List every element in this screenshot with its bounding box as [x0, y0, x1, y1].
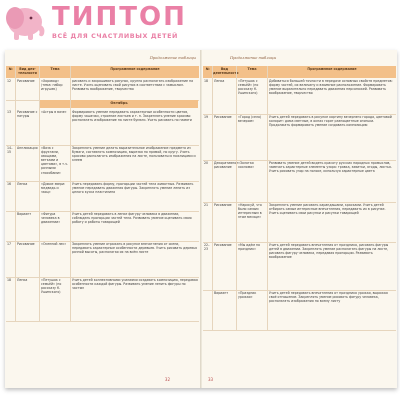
lesson-topic: «Золотая хохлома» [238, 161, 255, 170]
table-row [6, 277, 199, 322]
running-head: Продолжение таблицы [149, 56, 196, 60]
program-content: Закреплять умение делать выразительное изображение предмета из бумаги, составлять композицию, вырезая по прямой, по кругу. Учить красиво располагать изображения на листе, пользоваться ножницами и клеем [72, 146, 196, 163]
activity-type: Вариант [214, 291, 229, 295]
activity-type: Рисование с натуры [17, 110, 38, 119]
column-header: Вид дея-тельности [18, 67, 37, 75]
table-row [203, 290, 396, 331]
right-page [202, 50, 397, 388]
table-row [6, 109, 199, 146]
activity-type: Рисование [17, 242, 35, 246]
brand-logo [2, 2, 202, 44]
column-header: Программное содержание [307, 67, 357, 71]
running-head: Продолжение таблицы [230, 56, 277, 60]
activity-type: Рисование [214, 243, 232, 247]
row-number: 12 [7, 79, 12, 83]
table-row [6, 181, 199, 212]
program-content: Закреплять умение отражать в рисунке впечатления от осени, передавать характерные особенности деревьев. Учить рисовать деревья разной высоты, располагая их на всём листе [72, 242, 197, 255]
row-number: 16 [7, 182, 12, 186]
lesson-topic: «Осенний лес» [41, 242, 67, 246]
column-header: Программное содержание [110, 67, 160, 71]
page-number: 33 [208, 377, 214, 382]
activity-type: Лепка [214, 79, 225, 83]
activity-type: Рисование [214, 203, 232, 207]
program-content: Учить передавать форму, пропорции частей тела животных. Развивать умение передавать движения фигуры. Закреплять умение лепить из целого куска пластилина [72, 182, 194, 195]
program-content: Закреплять умение рисовать карандашами, красками. Учить детей отбирать самые интересные впечатления, передавать их в рисунке. Учить оценивать свои рисунки и рисунки товарищей [269, 203, 386, 216]
left-page [5, 50, 200, 388]
activity-type: Рисование [214, 115, 232, 119]
program-content: Добиваться большей точности в передаче основных свойств предметов: форму частей, их величину и взаимное расположение. Формировать умение выразительно передавать движения персонажей. Развивать воображение, творчество [269, 79, 393, 96]
lesson-topic: «Петушок с семьёй» (по рассказу К. Ушинского) [238, 79, 259, 96]
column-header: Тема [247, 67, 257, 71]
lesson-topic: «Праздник урожая» [238, 291, 257, 300]
lesson-topic: «Город (село) вечером» [238, 115, 262, 124]
column-header: № [205, 67, 210, 71]
activity-type: Рисование [17, 79, 35, 83]
lesson-topic: «Дикие звери: медведь и заяц» [41, 182, 66, 195]
elephant-icon [2, 2, 48, 42]
table-row [203, 114, 396, 161]
lesson-topic: «Мы идём на праздник» [238, 243, 260, 252]
table-row [6, 241, 199, 278]
activity-type: Декоративное рисование [214, 161, 239, 170]
lesson-topic: «Астры в вазе» [41, 110, 67, 114]
brand-tagline: ВСЁ ДЛЯ СЧАСТЛИВЫХ ДЕТЕЙ [52, 32, 178, 40]
row-number: 19 [204, 115, 209, 119]
program-content: Формировать умение передавать характерные особенности цветов, форму чашечки, строение листьев и т. п. Закреплять умение красиво располагать изображение на листе бумаги. Учить рисовать по памяти [72, 110, 192, 123]
brand-name: ТИПТОП [52, 2, 187, 32]
program-content: рисовать и закрашивать рисунок, крупно располагать изображение на листе. Учить оценивать свой рисунок в соответствии с замыслом. Развивать воображение, творчество [72, 79, 194, 92]
row-number: 13 [7, 110, 12, 114]
table-row [6, 145, 199, 182]
table-row [203, 160, 396, 203]
program-content: Учить детей передавать впечатления от праздника урожая, выражая своё отношение. Закреплять умение рисовать фигуру человека, располагать изображения по всему листу [269, 291, 388, 304]
program-content: Развивать умение детей видеть красоту русских народных промыслов, замечать характерные элементы узора: травка, завитки, ягоды, листья. Учить рисовать узор на полосе, используя характерные цвета [269, 161, 392, 174]
program-content: Учить детей передавать впечатления от праздника, рисовать фигуры детей в движении. Закреплять умение располагать фигуры на листе, рисовать фигуру человека, передавая пропорции. Развивать воображение [269, 243, 389, 260]
table-row [203, 202, 396, 243]
row-number: 20 [204, 161, 209, 165]
row-number [204, 291, 211, 329]
table-row [203, 78, 396, 115]
row-number: 22–23 [204, 243, 210, 252]
row-number: 21 [204, 203, 209, 207]
program-content: Учить детей передавать в лепке фигуру человека в движении, соблюдать пропорции частей тела. Развивать умение оценивать свою работу и работы товарищей [72, 212, 192, 225]
column-header: Тема [50, 67, 60, 71]
program-content: Учить детей коллективными усилиями создавать композицию, передавая особенности каждой фигуры. Развивать умение лепить фигуры по частям [72, 278, 198, 291]
row-number: 18 [7, 278, 12, 282]
page-number: 32 [164, 377, 170, 382]
table-header [6, 66, 199, 78]
lesson-topic: «Фигура человека в движении» [41, 212, 61, 225]
activity-type: Вариант [17, 212, 32, 216]
lesson-topic: «Ваза с фруктами, овощами, ветками и цветами», в т.ч. разными способами» [41, 146, 68, 175]
row-number: 14–15 [7, 146, 13, 155]
lesson-topic: «Хоровод» (тема: набор игрушек) [41, 79, 63, 92]
table-row [6, 78, 199, 101]
book-spread [5, 50, 397, 388]
activity-type: Аппликация [17, 146, 38, 150]
table-row [203, 242, 396, 291]
column-header: Вид деятельности [213, 67, 239, 75]
table-row [6, 211, 199, 242]
month-row: Октябрь [40, 100, 198, 108]
row-number: 17 [7, 242, 12, 246]
lesson-topic: «Нарисуй, что было самым интересным в этом месяце» [238, 203, 262, 220]
program-content: Учить детей передавать в рисунке картину вечернего города, цветовой колорит: дома светлые, в окнах горят разноцветные огоньки. Продолжать формировать умение создавать композицию [269, 115, 392, 128]
column-header: № [8, 67, 13, 71]
row-number: 18 [204, 79, 209, 83]
lesson-topic: «Петушок с семьёй» (по рассказу К. Ушинского) [41, 278, 62, 295]
row-number [7, 212, 14, 240]
table-header [203, 66, 396, 78]
activity-type: Лепка [17, 182, 28, 186]
activity-type: Лепка [17, 278, 28, 282]
